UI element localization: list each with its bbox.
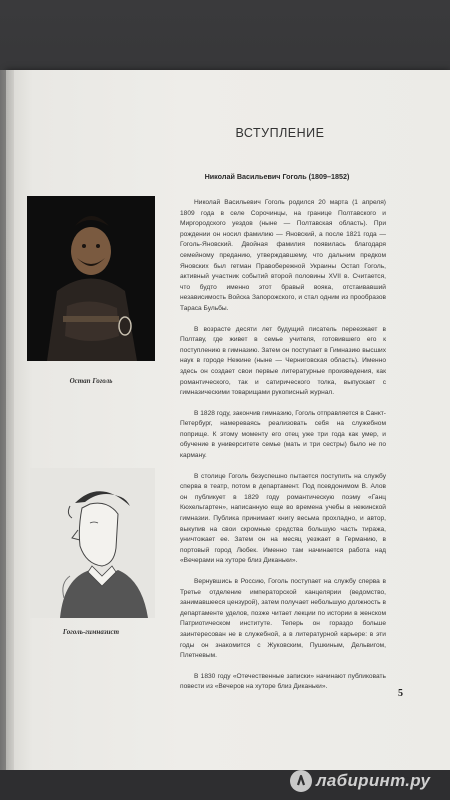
page-number: 5 bbox=[398, 688, 403, 699]
page-subheading: Николай Васильевич Гоголь (1809–1852) bbox=[204, 172, 350, 181]
paragraph: В 1828 году, закончив гимназию, Гоголь отправляется в Санкт-Петербург, намереваясь реализовать себя на служебном поприще. К этому моменту его отец уже три года как умер, и обучение в университете семье (мать и три сестры) было не по карману. bbox=[180, 409, 386, 460]
labyrinth-logo-icon bbox=[290, 770, 312, 792]
paragraph: В столице Гоголь безуспешно пытается поступить на службу сперва в театр, потом в департамент. Под псевдонимом В. Алов он публикует в 1829 году романтическую поэму «Ганц Кюхельгартен», написанную еще во времена учебы в нежинской гимназии. Публика принимает книгу весьма прохладно, и автор, выкупив на свои скромные средства большую часть тиража, уничтожает ее. Затем он на месяц уезжает в Германию, в портовый город Любек. Именно там начинается работа над «Вечерами на хуторе близ Диканьки». bbox=[180, 472, 386, 565]
portrait-ostap-gogol-image bbox=[27, 196, 155, 361]
caption-portrait1: Остап Гоголь bbox=[69, 377, 113, 385]
watermark bbox=[290, 770, 430, 792]
caption-portrait2: Гоголь-гимназист bbox=[62, 628, 120, 636]
paragraph: Вернувшись в Россию, Гоголь поступает на службу сперва в Третье отделение императорской канцелярии (ведомство, занимавшееся цензурой), затем получает небольшую должность в департаменте уделов, позже читает лекции по истории в женском Патриотическом институте. Теперь он гораздо больше заинтересован не в служебной, а в литературной карьере: в эти годы он знакомится с Жуковским, Пушкиным, Дельвигом, Плетневым. bbox=[180, 578, 386, 660]
paragraph: Николай Васильевич Гоголь родился 20 марта (1 апреля) 1809 года в селе Сорочинцы, на границе Полтавского и Миргородского уездов (ныне — Полтавская область). При рождении он носил фамилию — Яновский, а после 1821 года — Гоголь-Яновский. Двойная фамилия появилась благодаря семейному преданию, утверждавшему, что дальним предком Яновских был гетман Правобережной Украины Остап Гоголь, активный участник событий второй половины XVII в. Считается, что будто именно этот бравый вояка, отстаивавший независимость Войска Запорожского, и стал одним из прообразов Тараса Бульбы. bbox=[180, 199, 386, 312]
portrait-ostap-gogol bbox=[27, 196, 155, 361]
body-text bbox=[180, 198, 386, 703]
portrait-gogol-gymnasium-image bbox=[30, 468, 155, 618]
watermark-text: лабиринт.ру bbox=[316, 771, 431, 790]
paragraph: В возрасте десяти лет будущий писатель переезжает в Полтаву, где живет в семье учителя, готовившего его к поступлению в гимназию. Затем он поступает в Гимназию высших наук в городе Нежине (ныне — Черниговская область). Именно здесь он создает свои первые литературные произведения, как романтического, так и сатирического толка, выпускает с гимназическими товарищами рукописный журнал. bbox=[180, 325, 386, 397]
page-binding-shadow bbox=[0, 70, 14, 770]
portrait-gogol-gymnasium bbox=[30, 468, 155, 618]
paragraph: В 1830 году «Отечественные записки» начинают публиковать повести из «Вечеров на хуторе близ Диканьки». bbox=[180, 672, 386, 691]
page-heading: ВСТУПЛЕНИЕ bbox=[235, 126, 325, 140]
